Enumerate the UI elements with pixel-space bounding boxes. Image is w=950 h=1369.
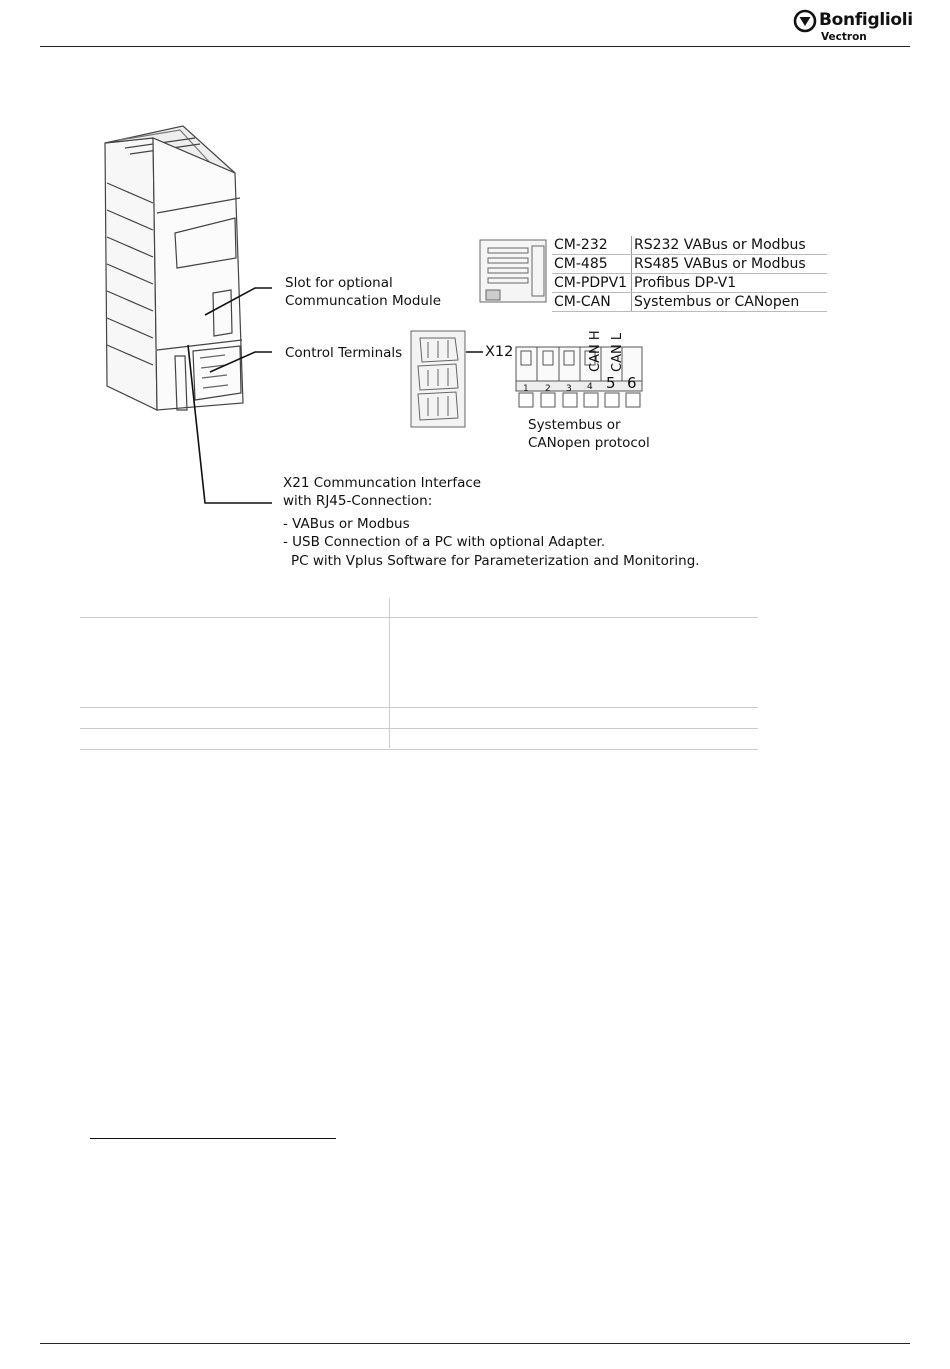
x12-label: X12 [485, 344, 514, 360]
module-name-cell: CM-PDPV1 [552, 274, 632, 293]
x21-label-line1: X21 Communcation Interface [283, 475, 482, 491]
terminal-number: 6 [627, 374, 637, 392]
table-row-divider [80, 728, 758, 729]
module-protocol-cell: RS485 VABus or Modbus [632, 255, 828, 274]
footnote-separator [90, 1138, 336, 1139]
module-name-cell: CM-CAN [552, 293, 632, 312]
can-l-label: CAN L [610, 332, 625, 372]
terminal-number: 3 [566, 384, 572, 394]
table-row [552, 236, 827, 255]
module-protocol-cell: Systembus or CANopen [632, 293, 828, 312]
control-terminals-label: Control Terminals [285, 345, 403, 361]
sub-brand-name: Vectron [821, 31, 867, 43]
module-protocol-cell: Profibus DP-V1 [632, 274, 828, 293]
table-row-divider [80, 749, 758, 750]
table-row [552, 255, 827, 274]
table-row [552, 274, 827, 293]
x21-label-line2: with RJ45-Connection: [283, 493, 433, 509]
x21-leader-line [188, 345, 272, 503]
table-row-divider [80, 707, 758, 708]
communication-module-table [552, 236, 827, 312]
x21-bullet-usb: - USB Connection of a PC with optional Adapter. [283, 534, 606, 550]
table-row-divider [80, 617, 758, 618]
can-h-label: CAN H [588, 330, 603, 372]
module-name-cell: CM-232 [552, 236, 632, 255]
footer-rule [40, 1343, 910, 1344]
brand-name: Bonfiglioli [819, 10, 913, 30]
module-name-cell: CM-485 [552, 255, 632, 274]
module-protocol-cell: RS232 VABus or Modbus [632, 236, 828, 255]
terminal-number: 5 [606, 374, 616, 392]
slot-label-line1: Slot for optional [285, 275, 393, 291]
slot-leader-line [205, 288, 272, 315]
protocol-label-line1: Systembus or [528, 417, 621, 433]
protocol-label-line2: CANopen protocol [528, 435, 650, 451]
terminal-number: 4 [587, 382, 593, 392]
terminal-number: 1 [523, 384, 529, 394]
table-column-divider [389, 598, 390, 748]
table-row [552, 293, 827, 312]
terminal-block-drawing [410, 330, 466, 428]
control-terminals-leader-line [210, 352, 272, 372]
communication-module-drawing [478, 238, 550, 306]
terminal-number: 2 [545, 384, 551, 394]
slot-label-line2: Communcation Module [285, 293, 442, 309]
x21-bullet-vplus: PC with Vplus Software for Parameterization and Monitoring. [291, 553, 700, 569]
x21-bullet-vabus: - VABus or Modbus [283, 516, 410, 532]
